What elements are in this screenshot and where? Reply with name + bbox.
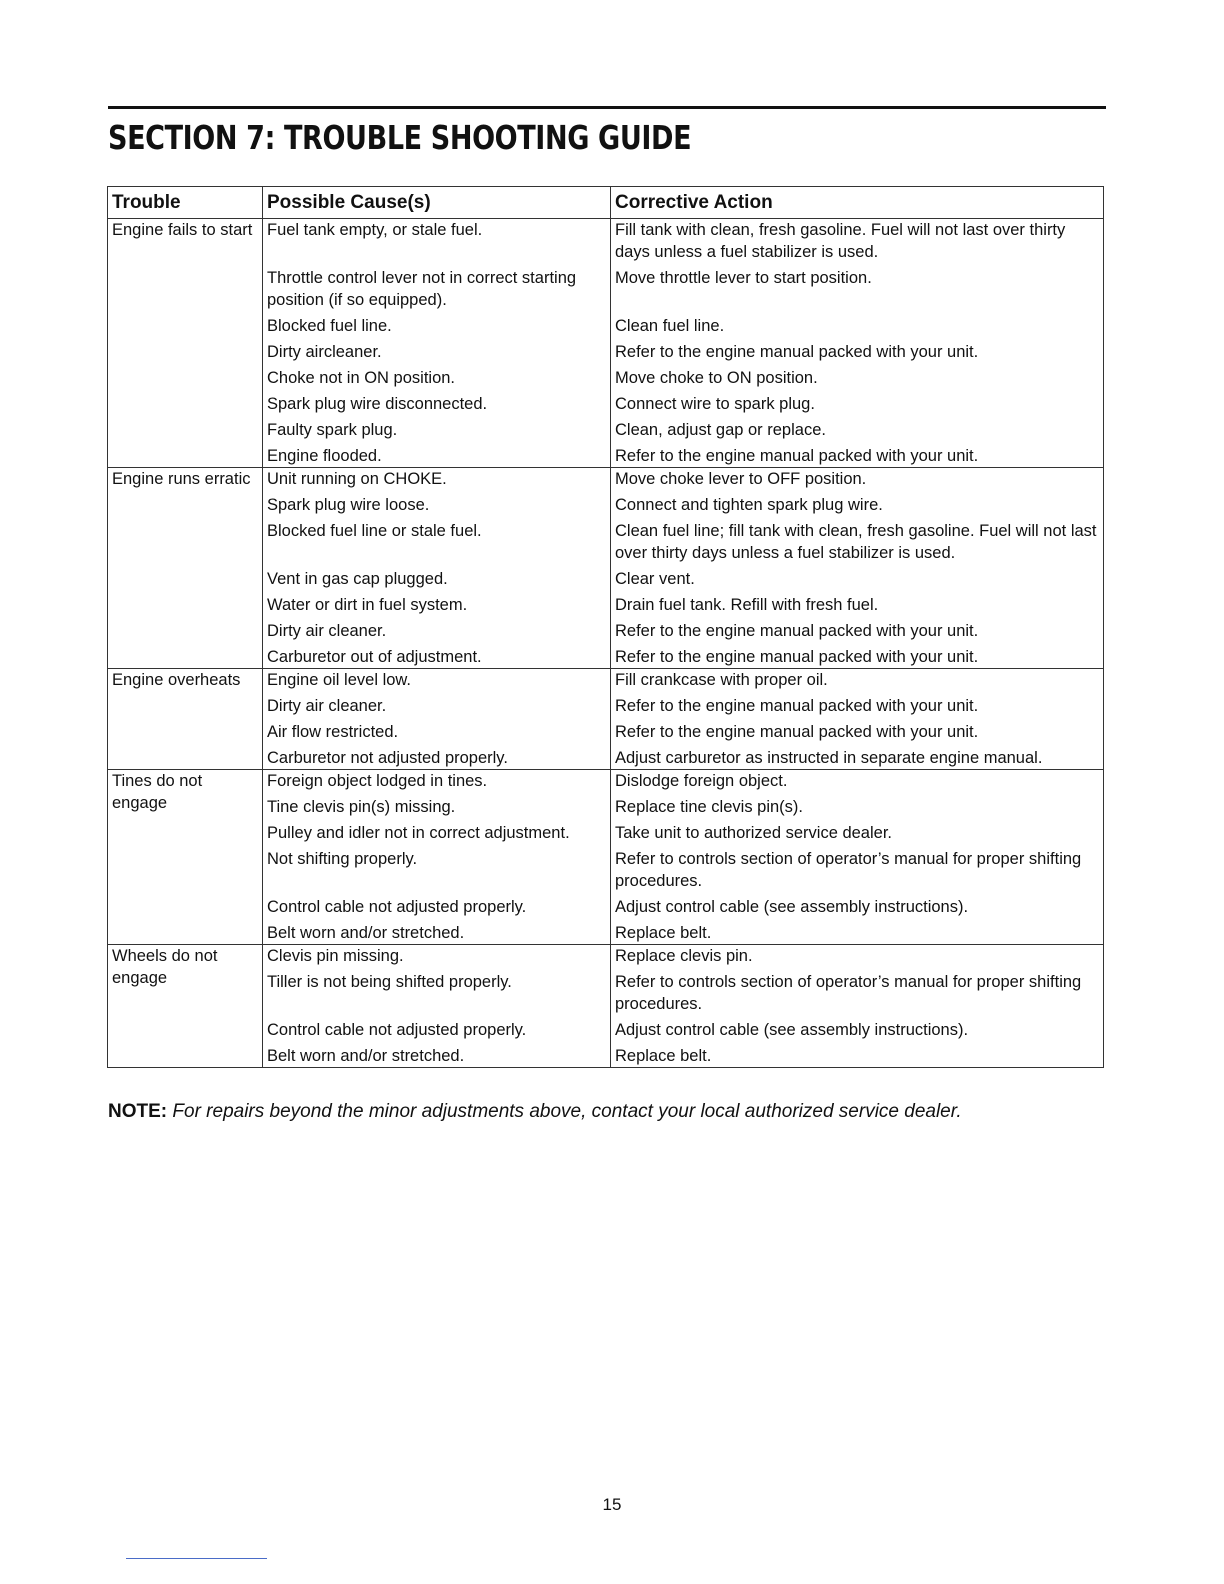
cause-cell: Dirty air cleaner.: [263, 695, 611, 721]
header-trouble: Trouble: [108, 187, 263, 219]
cause-cell: Belt worn and/or stretched.: [263, 1045, 611, 1068]
table-row: [108, 945, 1104, 972]
trouble-cell: Engine runs erratic: [108, 468, 263, 669]
action-cell: Refer to controls section of operator’s manual for proper shifting procedures.: [611, 971, 1104, 1019]
table-row: [108, 468, 1104, 495]
note-text: For repairs beyond the minor adjustments above, contact your local authorized service dealer.: [172, 1101, 962, 1122]
cause-cell: Unit running on CHOKE.: [263, 468, 611, 495]
action-cell: Move choke to ON position.: [611, 367, 1104, 393]
cause-cell: Vent in gas cap plugged.: [263, 568, 611, 594]
cause-cell: Control cable not adjusted properly.: [263, 896, 611, 922]
section-title: SECTION 7: TROUBLE SHOOTING GUIDE: [108, 118, 692, 157]
cause-cell: Spark plug wire disconnected.: [263, 393, 611, 419]
action-cell: Refer to the engine manual packed with your unit.: [611, 341, 1104, 367]
cause-cell: Carburetor out of adjustment.: [263, 646, 611, 669]
action-cell: Drain fuel tank. Refill with fresh fuel.: [611, 594, 1104, 620]
action-cell: Move choke lever to OFF position.: [611, 468, 1104, 495]
action-cell: Connect wire to spark plug.: [611, 393, 1104, 419]
cause-cell: Dirty aircleaner.: [263, 341, 611, 367]
action-cell: Refer to the engine manual packed with your unit.: [611, 620, 1104, 646]
cause-cell: Throttle control lever not in correct starting position (if so equipped).: [263, 267, 611, 315]
table-row: [108, 669, 1104, 696]
action-cell: Refer to controls section of operator’s manual for proper shifting procedures.: [611, 848, 1104, 896]
footer-rule: [126, 1558, 267, 1559]
note-label: NOTE:: [108, 1101, 168, 1122]
cause-cell: Control cable not adjusted properly.: [263, 1019, 611, 1045]
cause-cell: Blocked fuel line or stale fuel.: [263, 520, 611, 568]
action-cell: Clear vent.: [611, 568, 1104, 594]
cause-cell: Water or dirt in fuel system.: [263, 594, 611, 620]
action-cell: Refer to the engine manual packed with your unit.: [611, 646, 1104, 669]
trouble-shooting-table: [107, 186, 1104, 1068]
page-number: 15: [602, 1495, 622, 1514]
cause-cell: Foreign object lodged in tines.: [263, 770, 611, 797]
action-cell: Replace clevis pin.: [611, 945, 1104, 972]
table-header-row: [108, 187, 1104, 219]
cause-cell: Spark plug wire loose.: [263, 494, 611, 520]
action-cell: Take unit to authorized service dealer.: [611, 822, 1104, 848]
action-cell: Fill tank with clean, fresh gasoline. Fuel will not last over thirty days unless a fuel stabilizer is used.: [611, 219, 1104, 268]
action-cell: Replace belt.: [611, 1045, 1104, 1068]
cause-cell: Dirty air cleaner.: [263, 620, 611, 646]
table-body: [108, 219, 1104, 1068]
header-possible-causes: Possible Cause(s): [263, 187, 611, 219]
cause-cell: Air flow restricted.: [263, 721, 611, 747]
trouble-cell: Tines do not engage: [108, 770, 263, 945]
cause-cell: Not shifting properly.: [263, 848, 611, 896]
cause-cell: Engine flooded.: [263, 445, 611, 468]
action-cell: Adjust control cable (see assembly instructions).: [611, 1019, 1104, 1045]
cause-cell: Tine clevis pin(s) missing.: [263, 796, 611, 822]
action-cell: Fill crankcase with proper oil.: [611, 669, 1104, 696]
table-row: [108, 770, 1104, 797]
action-cell: Refer to the engine manual packed with your unit.: [611, 445, 1104, 468]
trouble-cell: Engine overheats: [108, 669, 263, 770]
cause-cell: Faulty spark plug.: [263, 419, 611, 445]
cause-cell: Choke not in ON position.: [263, 367, 611, 393]
section-top-rule: [108, 106, 1106, 109]
cause-cell: Blocked fuel line.: [263, 315, 611, 341]
note: [108, 1101, 962, 1123]
cause-cell: Pulley and idler not in correct adjustment.: [263, 822, 611, 848]
cause-cell: Tiller is not being shifted properly.: [263, 971, 611, 1019]
cause-cell: Engine oil level low.: [263, 669, 611, 696]
trouble-cell: Engine fails to start: [108, 219, 263, 468]
action-cell: Move throttle lever to start position.: [611, 267, 1104, 315]
action-cell: Dislodge foreign object.: [611, 770, 1104, 797]
cause-cell: Belt worn and/or stretched.: [263, 922, 611, 945]
cause-cell: Fuel tank empty, or stale fuel.: [263, 219, 611, 268]
action-cell: Connect and tighten spark plug wire.: [611, 494, 1104, 520]
cause-cell: Clevis pin missing.: [263, 945, 611, 972]
trouble-cell: Wheels do not engage: [108, 945, 263, 1068]
action-cell: Replace tine clevis pin(s).: [611, 796, 1104, 822]
header-corrective-action: Corrective Action: [611, 187, 1104, 219]
cause-cell: Carburetor not adjusted properly.: [263, 747, 611, 770]
action-cell: Adjust carburetor as instructed in separate engine manual.: [611, 747, 1104, 770]
action-cell: Replace belt.: [611, 922, 1104, 945]
action-cell: Refer to the engine manual packed with your unit.: [611, 695, 1104, 721]
action-cell: Clean fuel line.: [611, 315, 1104, 341]
action-cell: Refer to the engine manual packed with your unit.: [611, 721, 1104, 747]
action-cell: Clean fuel line; fill tank with clean, fresh gasoline. Fuel will not last over thirty days unless a fuel stabilizer is used.: [611, 520, 1104, 568]
action-cell: Clean, adjust gap or replace.: [611, 419, 1104, 445]
action-cell: Adjust control cable (see assembly instructions).: [611, 896, 1104, 922]
table-row: [108, 219, 1104, 268]
